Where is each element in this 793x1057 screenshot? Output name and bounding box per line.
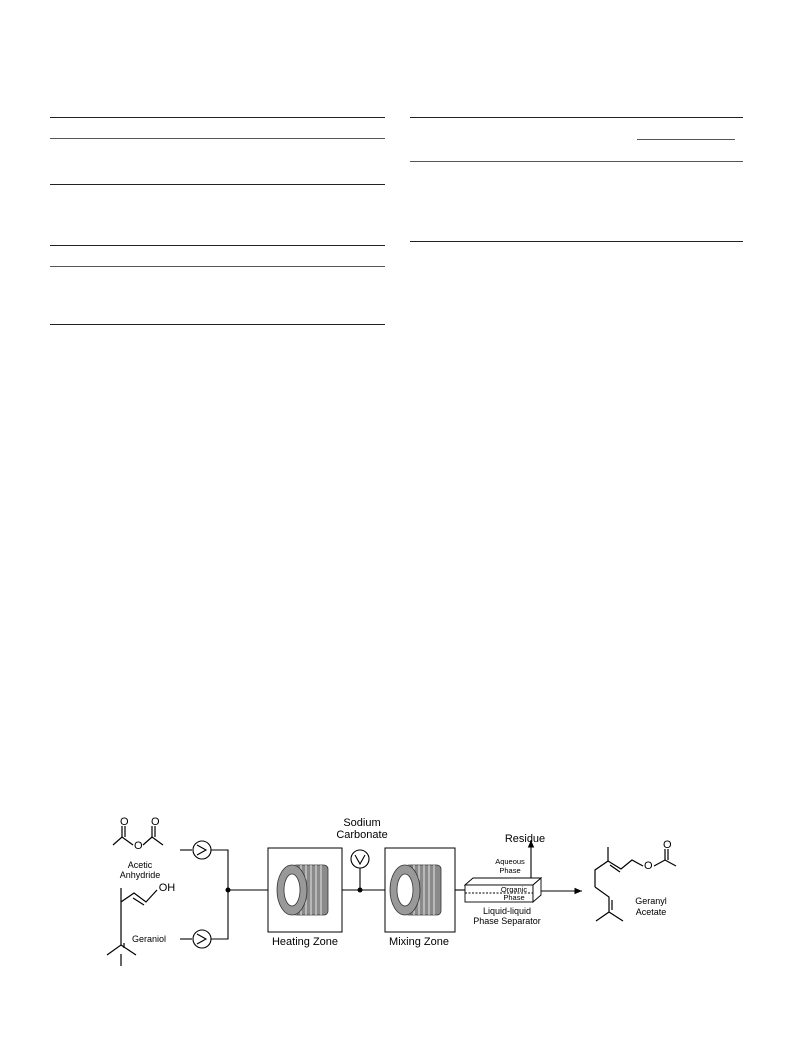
aqueous-phase-label-line2: Phase [499, 866, 521, 875]
left-table-top-rule [50, 117, 385, 118]
heating-zone-label: Heating Zone [271, 936, 339, 948]
left-table2-top-rule [50, 245, 385, 246]
geranyl-acetate-label-line1: Geranyl [635, 896, 667, 906]
anhydride-carbonyl-oxygen-1: O [120, 816, 129, 828]
geraniol-label: Geraniol [131, 934, 167, 944]
pump-geraniol-icon [180, 930, 211, 948]
pump-sodium-carbonate-icon [351, 850, 369, 868]
organic-phase-label-line2: Phase [503, 893, 525, 902]
sodium-carbonate-label-line2: Carbonate [336, 829, 388, 841]
ester-oxygen-label: O [644, 860, 653, 872]
geranyl-acetate-label-line2: Acetate [635, 907, 667, 917]
heating-coil-icon [277, 865, 328, 915]
right-table-header-rule [410, 161, 743, 162]
right-table-spanner-rule [637, 139, 735, 140]
left-table-header-rule [50, 138, 385, 139]
feed-lines [211, 850, 268, 939]
left-table-bottom-rule [50, 184, 385, 185]
acetic-anhydride-label-line2: Anhydride [119, 870, 161, 880]
pump-acetic-anhydride-icon [180, 841, 211, 859]
left-table2-header-rule [50, 266, 385, 267]
acetic-anhydride-label-line1: Acetic [127, 860, 153, 870]
geraniol-hydroxyl-label: OH [158, 882, 176, 894]
anhydride-bridge-oxygen: O [134, 840, 143, 852]
mixing-coil-icon [390, 865, 441, 915]
separator-label-line2: Phase Separator [473, 916, 541, 926]
separator-label-line1: Liquid-liquid [482, 906, 532, 916]
left-table2-bottom-rule [50, 324, 385, 325]
organic-phase-label-line1: Organic [500, 885, 528, 894]
anhydride-carbonyl-oxygen-2: O [151, 816, 160, 828]
flow-process-scheme [0, 790, 793, 990]
t-mixer-1 [226, 888, 231, 893]
right-table-top-rule [410, 117, 743, 118]
mixing-zone-label: Mixing Zone [389, 936, 449, 948]
residue-label: Residue [504, 833, 546, 845]
carbonyl-oxygen-label: O [663, 839, 672, 851]
sodium-carbonate-label-line1: Sodium [343, 817, 381, 829]
geraniol-structure [107, 888, 157, 966]
right-table-bottom-rule [410, 241, 743, 242]
aqueous-phase-label-line1: Aqueous [495, 857, 525, 866]
